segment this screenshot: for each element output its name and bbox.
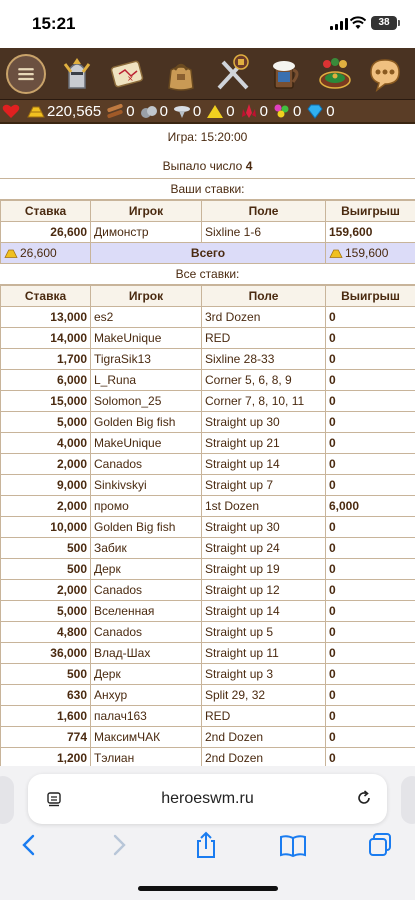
win-cell: 0 [326,517,415,538]
win-cell: 0 [326,307,415,328]
player-link[interactable]: Canados [91,580,202,601]
resource-ore: 0 [140,103,168,120]
table-row [1,475,415,496]
crossed-swords-icon[interactable] [210,52,256,96]
all-bets-header: Ставка Игрок Поле Выигрыш [1,286,415,307]
field-cell: Straight up 21 [202,433,326,454]
player-link[interactable]: Влад-Шах [91,643,202,664]
resource-health [2,103,22,119]
bet-cell: 10,000 [1,517,91,538]
table-row [1,643,415,664]
win-cell: 0 [326,748,415,767]
bet-cell: 4,800 [1,622,91,643]
field-cell: Corner 7, 8, 10, 11 [202,391,326,412]
player-link[interactable]: Дерк [91,559,202,580]
field-cell: 1st Dozen [202,496,326,517]
field-cell: 2nd Dozen [202,748,326,767]
field-cell: Straight up 24 [202,538,326,559]
table-row [1,412,415,433]
gold-icon [4,247,18,259]
win-cell: 0 [326,538,415,559]
bet-cell: 4,000 [1,433,91,454]
url-text: heroeswm.ru [161,790,254,807]
table-row [1,601,415,622]
your-bets-header: Ставка Игрок Поле Выигрыш [1,201,415,222]
next-tab-card[interactable] [401,776,415,824]
bet-cell: 500 [1,664,91,685]
previous-tab-card[interactable] [0,776,14,824]
table-row [1,559,415,580]
bet-cell: 630 [1,685,91,706]
table-row [1,706,415,727]
heart-icon [2,103,20,119]
browser-toolbar [0,830,415,860]
table-row [1,454,415,475]
win-cell: 0 [326,370,415,391]
your-bets-title: Ваши ставки: [0,179,415,200]
forward-icon[interactable] [104,830,134,860]
bet-cell: 9,000 [1,475,91,496]
field-cell: Split 29, 32 [202,685,326,706]
bet-cell: 2,000 [1,454,91,475]
bet-cell: 1,700 [1,349,91,370]
win-cell: 0 [326,391,415,412]
resource-diamond: 0 [306,103,334,120]
bet-cell: 5,000 [1,601,91,622]
result-number: 4 [245,159,253,173]
field-cell: Straight up 12 [202,580,326,601]
resource-gold [27,103,101,120]
win-cell: 0 [326,559,415,580]
player-link[interactable]: es2 [91,307,202,328]
field-cell: Corner 5, 6, 8, 9 [202,370,326,391]
player-link[interactable]: L_Runa [91,370,202,391]
bag-icon[interactable] [158,52,204,96]
player-link[interactable]: TigraSik13 [91,349,202,370]
player-link[interactable]: Тэлиан [91,748,202,767]
resource-mercury: 0 [173,103,201,120]
player-link[interactable]: Забик [91,538,202,559]
status-time: 15:21 [32,14,76,33]
table-row [1,433,415,454]
home-indicator [138,886,278,891]
field-cell: Straight up 3 [202,664,326,685]
bet-cell: 36,000 [1,643,91,664]
address-bar[interactable] [28,774,387,824]
roulette-results [0,124,415,766]
bet-cell: 500 [1,538,91,559]
your-bets-table [0,200,415,264]
win-cell: 0 [326,349,415,370]
bet-cell: 1,600 [1,706,91,727]
win-cell: 0 [326,664,415,685]
field-cell: Straight up 7 [202,475,326,496]
player-link[interactable]: Анхур [91,685,202,706]
table-row [1,685,415,706]
wifi-icon [350,16,366,30]
player-link[interactable]: Sinkivskyi [91,475,202,496]
table-row [1,517,415,538]
bookmarks-icon[interactable] [278,830,308,860]
game-time: Игра: 15:20:00 [167,130,248,144]
field-cell: Straight up 14 [202,601,326,622]
win-cell: 0 [326,328,415,349]
win-cell: 0 [326,706,415,727]
battery-icon: 38 [371,16,397,30]
field-cell: RED [202,706,326,727]
gems-icon [273,103,291,119]
table-row [1,391,415,412]
player-link[interactable]: Димонстр [91,222,202,243]
bet-cell: 1,200 [1,748,91,767]
table-row [1,538,415,559]
diamond-icon [306,103,324,119]
win-cell: 0 [326,580,415,601]
win-cell: 0 [326,643,415,664]
cellular-signal-icon [330,18,350,30]
all-bets-title: Все ставки: [0,264,415,285]
gold-value: 220,565 [47,102,102,120]
win-cell: 0 [326,622,415,643]
knight-helmet-icon[interactable] [54,52,100,96]
win-cell: 0 [326,685,415,706]
field-cell: Straight up 30 [202,412,326,433]
field-cell: Straight up 19 [202,559,326,580]
wood-icon [106,103,124,119]
field-cell: 3rd Dozen [202,307,326,328]
player-link[interactable]: Golden Big fish [91,517,202,538]
table-row [1,349,415,370]
table-row [1,307,415,328]
resource-gems: 0 [273,103,301,120]
table-row [1,622,415,643]
bet-cell: 14,000 [1,328,91,349]
bet-cell: 2,000 [1,496,91,517]
your-bets-total: 26,600 Всего 159,600 [1,243,415,264]
reload-icon[interactable] [355,789,373,807]
chat-bubble-icon[interactable] [362,52,408,96]
win-cell: 0 [326,412,415,433]
player-link[interactable]: Canados [91,622,202,643]
player-link[interactable]: MakeUnique [91,328,202,349]
sulfur-icon [206,103,224,119]
table-row [1,580,415,601]
tabs-icon[interactable] [366,830,396,860]
gold-icon [27,103,45,119]
player-link[interactable]: МаксимЧАК [91,727,202,748]
win-cell: 0 [326,454,415,475]
resource-sulfur: 0 [206,103,234,120]
bet-cell: 500 [1,559,91,580]
field-cell: Straight up 11 [202,643,326,664]
player-link[interactable]: Дерк [91,664,202,685]
player-link[interactable]: Solomon_25 [91,391,202,412]
field-cell: Sixline 28-33 [202,349,326,370]
table-row [1,727,415,748]
player-link[interactable]: Вселенная [91,601,202,622]
svg-text:×: × [127,74,134,83]
field-cell: Straight up 14 [202,454,326,475]
all-bets-table [0,285,415,766]
resource-crystal: 0 [240,103,268,120]
table-row [1,370,415,391]
ore-icon [140,103,158,119]
result-line: Выпало число 4 [162,159,253,173]
bet-cell: 5,000 [1,412,91,433]
share-icon[interactable] [191,830,221,860]
resources-bar [0,100,415,124]
crystal-icon [240,103,258,119]
bet-cell: 15,000 [1,391,91,412]
player-link[interactable]: палач163 [91,706,202,727]
win-cell: 0 [326,727,415,748]
bet-cell: 774 [1,727,91,748]
player-link[interactable]: Golden Big fish [91,412,202,433]
field-cell: RED [202,328,326,349]
resource-wood: 0 [106,103,134,120]
ios-status-bar [0,0,415,48]
field-cell: Straight up 5 [202,622,326,643]
player-link[interactable]: промо [91,496,202,517]
table-row: 26,600 Димонстр Sixline 1-6 159,600 [1,222,415,243]
game-info [0,124,415,179]
table-row [1,748,415,767]
mercury-icon [173,103,191,119]
back-icon[interactable] [14,830,44,860]
bet-cell: 6,000 [1,370,91,391]
table-row [1,664,415,685]
field-cell: Straight up 30 [202,517,326,538]
roulette-icon[interactable] [312,52,358,96]
map-scroll-icon[interactable] [104,52,150,96]
browser-bottom-bar [0,766,415,900]
menu-icon[interactable] [6,54,46,94]
table-row [1,328,415,349]
win-cell: 0 [326,433,415,454]
bet-cell: 13,000 [1,307,91,328]
table-row [1,496,415,517]
win-cell: 0 [326,601,415,622]
player-link[interactable]: MakeUnique [91,433,202,454]
gold-icon [329,247,343,259]
win-cell: 0 [326,475,415,496]
field-cell: 2nd Dozen [202,727,326,748]
tavern-mug-icon[interactable] [262,52,308,96]
game-nav-bar [0,48,415,100]
player-link[interactable]: Canados [91,454,202,475]
bet-cell: 2,000 [1,580,91,601]
win-cell: 6,000 [326,496,415,517]
